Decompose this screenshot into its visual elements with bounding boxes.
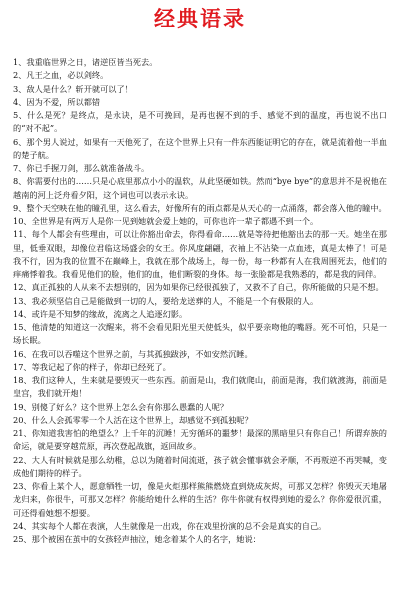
quote-item: 1、我重临世界之日，诸逆臣皆当死去。 — [13, 57, 158, 67]
quote-item: 4、因为不爱，所以都错 — [13, 96, 101, 107]
quote-item: 21、你知道我害怕的绝望么？上千年的沉睡！无穷循环的噩梦！最深的黑暗里只有你自己！所谓弃族的命运，就是要穿越荒原，再次登起战旗，返回故乡。 — [13, 428, 387, 452]
quote-item: 19、别傻了好么？这个世界上怎么会有你那么愚蠢的人呢？ — [13, 401, 229, 412]
quote-item: 3、敌人是什么？斩开就可以了！ — [13, 83, 133, 94]
quote-item: 6、那个男人说过，如果有一天他死了，在这个世界上只有一件东西能证明它的存在，就是流着他一半血的楚子航。 — [13, 136, 387, 160]
quote-item: 7、你已手握刀剑，那么就准备战斗。 — [13, 163, 150, 173]
quote-item: 18、我们这种人，生来就是要毁灭一些东西。前面是山，我们就爬山，前面是海，我们就渡海，前面是皇宫，我们就开炮！ — [13, 375, 387, 399]
page-title: 经典语录 — [154, 6, 246, 31]
quote-list — [13, 56, 387, 546]
quote-item: 22、大人有时候就是那么幼稚，总以为随着时间流逝，孩子就会懂事就会矛顺，不再叛逆不再哭喊，变成他们期待的样子。 — [13, 454, 387, 478]
quote-item: 11、每个人都会有些理由，可以让你豁出命去，你得看命……就是等待把他豁出去的那一天。她坐在那里，低垂双眼，却像位君临这场盛会的女王。你风度翩翩，衣袖上不沾染一点血迹，真是太棒了！可是我不行，因为我的位置不在巅峰上，我就在那个战场上，每一份，每一秒都有人在我周围死去，他们的痒痛悸着我。我看见他们的脸，他们的血，他们断裂的身体。每一张脸都是我熟悉的，都是我的同伴。 — [13, 229, 387, 279]
quote-item: 13、我必须坚信自己是能做到一切的人，要给龙送葬的人，不能是一个有极限的人。 — [13, 295, 319, 306]
quote-item: 24、其实每个人都在表演，人生就像是一出戏，你在戏里扮演的总不会是真实的自己。 — [13, 520, 327, 531]
quote-item: 10、全世界是有两万人是你一见到她就会爱上她的，可你也许一辈子都遇不到一个。 — [13, 216, 319, 226]
quote-item: 17、等我记起了你的样子，你却已经死了。 — [13, 361, 171, 372]
quote-item: 8、你需要付出的……只是心底里那点小小的温软，从此坚硬如铁。然而“bye bye”的意思并不是祝他在越南的河上泛舟看夕阳，这个词也可以表示永诀。 — [13, 176, 387, 200]
quote-item: 23、你看上某个人，愿意牺牲一切，像是火炬那样熊熊燃烧直到烧成灰烬，可那又怎样？你毁灭天地屠龙归来，你很牛，可那又怎样？你能给她什么样的生活？你牛你就有权得到她的爱么？你你爱很沉重，可还得看她想不想要。 — [13, 481, 387, 518]
quote-item: 9、整个天空映在他的瞳孔里，这么看去，好像所有的雨点都是从天心的一点涌落，都会落入他的瞳中。 — [13, 202, 387, 213]
quote-item: 2、凡王之血，必以剑终。 — [13, 70, 109, 81]
quote-item: 16、在我可以吞噬这个世界之前，与其孤独跋涉，不如安然沉睡。 — [13, 348, 253, 359]
quote-item: 15、他清楚的知道这一次醒来，将不会看见阳光里天使低头，似乎要亲吻他的嘴唇。死不可怕，只是一场长眠。 — [13, 322, 387, 346]
quote-item: 14、或许是不知梦的缘故，流离之人追逐幻影。 — [13, 308, 188, 319]
quote-item: 25、那个被困在茧中的女孩轻声抽泣，她念着某个人的名字，她说： — [13, 534, 261, 544]
quote-item: 5、什么是死？是终点，是永诀，是不可挽回，是再也握不到的手、感觉不到的温度，再也说不出口的“对不起”。 — [13, 110, 387, 134]
quote-item: 12、真正孤独的人从来不去想别的，因为如果你已经很孤独了，又救不了自己，你所能做的只是不想。 — [13, 282, 384, 293]
quote-item: 20、什么人会孤零零一个人活在这个世界上，却感觉不到孤独呢？ — [13, 414, 253, 425]
